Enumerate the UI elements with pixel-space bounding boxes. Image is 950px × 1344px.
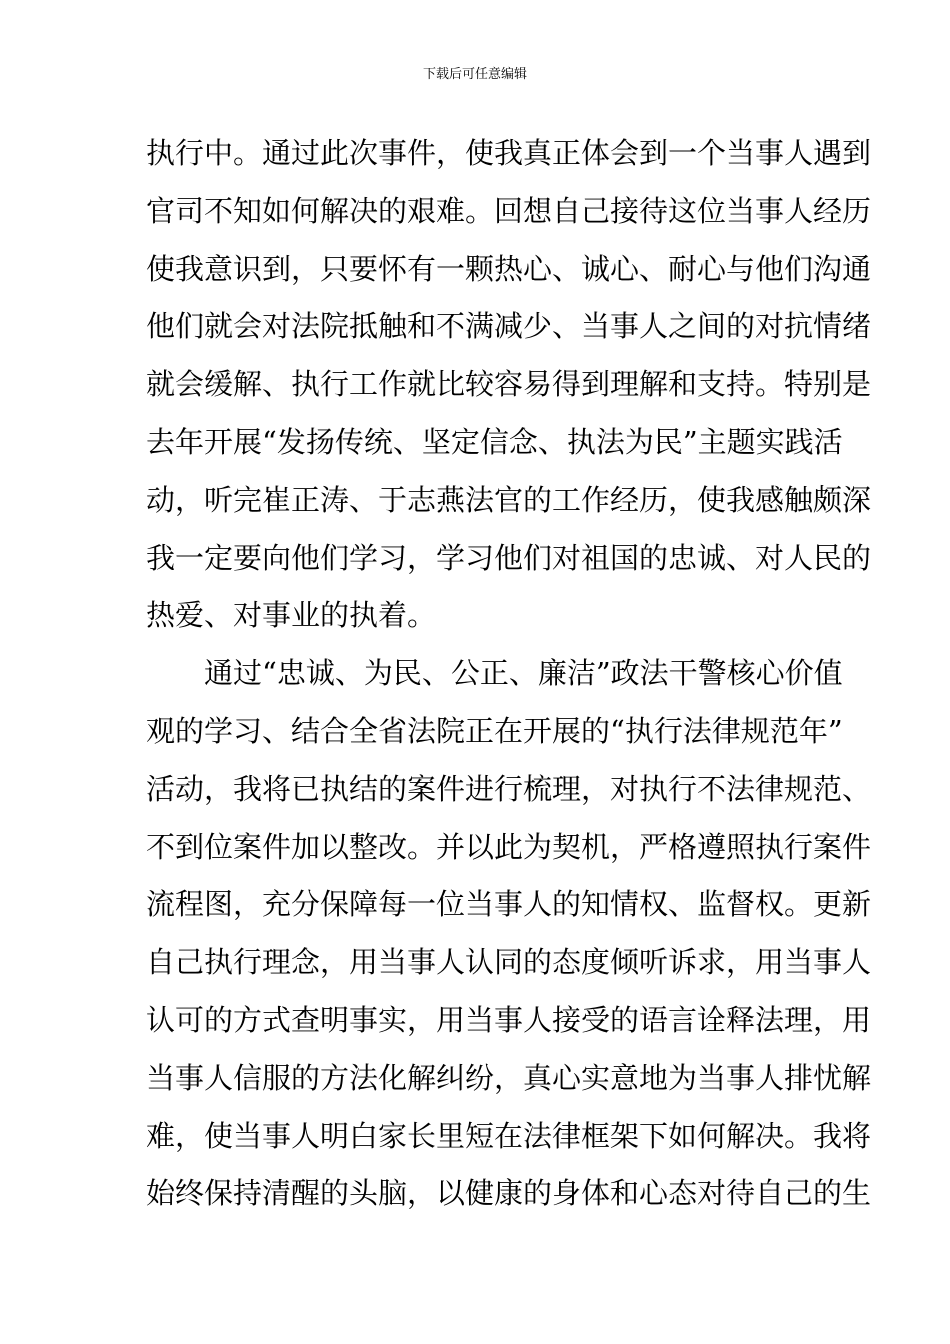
text-line: 难，使当事人明白家长里短在法律框架下如何解决。我将 — [146, 1118, 872, 1153]
paragraph-start-line: 通过“忠诚、为民、公正、廉洁”政法干警核心价值 — [146, 656, 843, 691]
text-line: 就会缓解、执行工作就比较容易得到理解和支持。特别是 — [146, 367, 872, 402]
text-line: 自己执行理念，用当事人认同的态度倾听诉求，用当事人 — [146, 945, 872, 980]
text-line: 我一定要向他们学习，学习他们对祖国的忠诚、对人民的 — [146, 540, 872, 575]
text-line: 官司不知如何解决的艰难。回想自己接待这位当事人经历 — [146, 193, 872, 228]
text-line: 始终保持清醒的头脑，以健康的身体和心态对待自己的生 — [146, 1176, 872, 1211]
page-header-note: 下载后可任意编辑 — [422, 67, 527, 82]
text-line: 观的学习、结合全省法院正在开展的“执行法律规范年” — [146, 713, 843, 748]
text-line: 当事人信服的方法化解纠纷，真心实意地为当事人排忧解 — [146, 1060, 872, 1095]
text-line: 认可的方式查明事实，用当事人接受的语言诠释法理，用 — [146, 1002, 872, 1037]
text-line: 使我意识到，只要怀有一颗热心、诚心、耐心与他们沟通 — [146, 251, 872, 286]
text-line: 去年开展“发扬传统、坚定信念、执法为民”主题实践活 — [146, 424, 843, 459]
document-body — [146, 125, 872, 1223]
text-line: 不到位案件加以整改。并以此为契机，严格遵照执行案件 — [146, 829, 872, 864]
text-line: 他们就会对法院抵触和不满减少、当事人之间的对抗情绪 — [146, 309, 872, 344]
text-line: 动，听完崔正涛、于志燕法官的工作经历，使我感触颇深 — [146, 482, 872, 517]
text-line: 流程图，充分保障每一位当事人的知情权、监督权。更新 — [146, 887, 872, 922]
text-line: 活动，我将已执结的案件进行梳理，对执行不法律规范、 — [146, 771, 872, 806]
text-line: 热爱、对事业的执着。 — [146, 598, 437, 633]
text-line: 执行中。通过此次事件，使我真正体会到一个当事人遇到 — [146, 136, 872, 170]
